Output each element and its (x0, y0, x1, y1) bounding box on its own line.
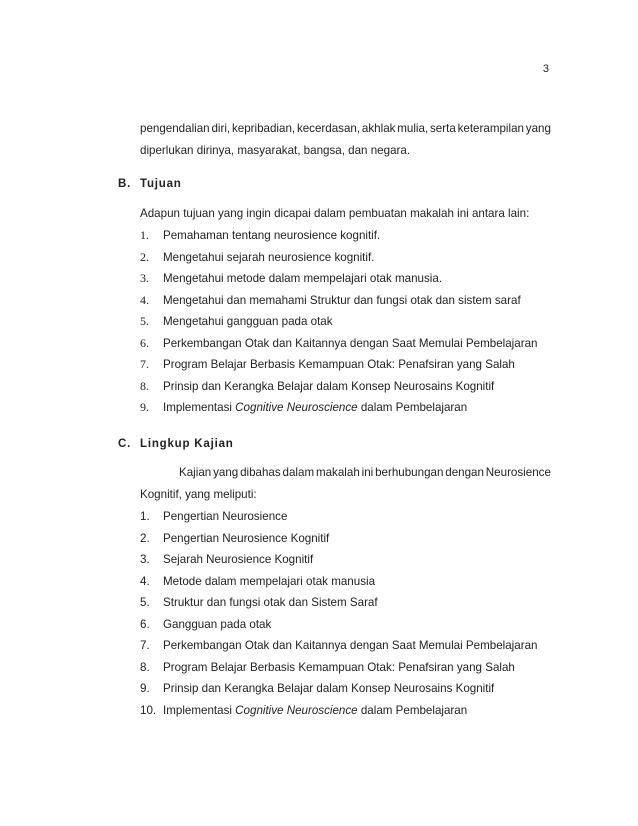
list-text-post: dalam Pembelajaran (357, 401, 468, 414)
list-number: 7. (140, 639, 150, 652)
list-text: Program Belajar Berbasis Kemampuan Otak: Penafsiran yang Salah (163, 660, 515, 674)
list-item (140, 528, 551, 550)
list-number: 6. (140, 617, 150, 631)
list-text (163, 700, 467, 722)
list-number: 10. (140, 703, 157, 717)
intro-word: yang (525, 122, 551, 135)
list-item (140, 700, 551, 722)
list-item (140, 268, 551, 290)
list-item (140, 311, 551, 333)
section-b-lead: Adapun tujuan yang ingin dicapai dalam pembuatan makalah ini antara lain: (140, 207, 530, 220)
goals-list (140, 225, 551, 419)
list-number: 3. (140, 271, 149, 285)
list-item (140, 354, 551, 376)
list-text: Gangguan pada otak (163, 617, 272, 631)
para-word: ini (361, 466, 374, 479)
list-text: Metode dalam mempelajari otak manusia (163, 574, 376, 588)
para-word: makalah (315, 466, 360, 479)
list-text: Perkembangan Otak dan Kaitannya dengan Saat Memulai Pembelajaran (163, 336, 538, 350)
section-c-title: Lingkup Kajian (140, 438, 234, 450)
list-item (140, 635, 551, 657)
section-b-letter: B. (118, 178, 132, 190)
list-text: Pengertian Neurosience (163, 510, 288, 523)
intro-word: mulia, (397, 122, 429, 135)
intro-word: kepribadian, (231, 122, 296, 135)
list-text: Prinsip dan Kerangka Belajar dalam Konsep Neurosains Kognitif (163, 682, 495, 695)
list-number: 4. (140, 292, 149, 307)
para-word: Kajian (179, 466, 212, 479)
scope-list (140, 506, 551, 721)
para-word: Neurosience (485, 466, 551, 479)
intro-word: akhlak (361, 122, 396, 135)
section-c-para-line-2: Kognitif, yang meliputi: (140, 488, 257, 501)
list-item (140, 376, 551, 398)
intro-paragraph (140, 118, 551, 162)
list-text-pre: Implementasi (163, 401, 236, 414)
list-item (140, 614, 551, 636)
list-number: 3. (140, 553, 150, 566)
intro-word: diri, (211, 122, 231, 135)
list-text: Perkembangan Otak dan Kaitannya dengan Saat Memulai Pembelajaran (163, 639, 538, 652)
list-text-italic: Cognitive Neuroscience (235, 703, 358, 717)
page-number: 3 (542, 63, 549, 75)
list-number: 9. (140, 400, 149, 414)
list-text: Sejarah Neurosience Kognitif (163, 553, 314, 566)
list-text-italic: Cognitive Neuroscience (235, 401, 358, 414)
list-text: Prinsip dan Kerangka Belajar dalam Konsep Neurosains Kognitif (163, 379, 495, 393)
intro-line-2: diperlukan dirinya, masyarakat, bangsa, dan negara. (140, 144, 411, 157)
list-number: 9. (140, 682, 150, 695)
list-item (140, 549, 551, 571)
list-text: Mengetahui dan memahami Struktur dan fungsi otak dan sistem saraf (163, 293, 521, 307)
list-item (140, 397, 551, 419)
list-text: Mengetahui metode dalam mempelajari otak manusia. (163, 272, 443, 285)
list-item (140, 592, 551, 614)
list-item (140, 678, 551, 700)
section-b-heading (118, 178, 182, 190)
list-number: 7. (140, 357, 149, 371)
list-text-post: dalam Pembelajaran (357, 703, 468, 717)
section-c-letter: C. (118, 438, 132, 450)
section-b-title: Tujuan (140, 178, 182, 190)
intro-word: kecerdasan, (296, 122, 361, 135)
list-text: Mengetahui sejarah neurosience kognitif. (163, 250, 375, 264)
list-number: 6. (140, 335, 149, 350)
list-text: Struktur dan fungsi otak dan Sistem Saraf (163, 596, 378, 609)
list-item (140, 657, 551, 679)
para-word: yang (213, 466, 239, 479)
section-c-heading (118, 438, 234, 450)
list-number: 2. (140, 249, 149, 264)
para-word: dalam (282, 466, 315, 479)
para-word: dengan (445, 466, 484, 479)
section-b-body (140, 203, 551, 419)
list-item (140, 290, 551, 312)
list-item (140, 247, 551, 269)
list-text: Pemahaman tentang neurosience kognitif. (163, 229, 381, 242)
list-number: 8. (140, 660, 150, 674)
list-number: 5. (140, 314, 149, 328)
intro-word: pengendalian (140, 122, 210, 135)
intro-word: keterampilan (457, 122, 524, 135)
list-text: Program Belajar Berbasis Kemampuan Otak: Penafsiran yang Salah (163, 358, 515, 371)
para-word: dibahas (240, 466, 281, 479)
list-number: 4. (140, 574, 150, 588)
para-word: berhubungan (375, 466, 444, 479)
list-item (140, 571, 551, 593)
list-number: 1. (140, 228, 149, 242)
list-number: 5. (140, 596, 150, 609)
list-item (140, 506, 551, 528)
section-c-para-line-1 (140, 462, 551, 484)
list-text-pre: Implementasi (163, 703, 236, 717)
intro-line-1 (140, 118, 551, 140)
list-number: 2. (140, 531, 150, 545)
list-number: 1. (140, 510, 150, 523)
list-item (140, 225, 551, 247)
list-text (163, 397, 467, 419)
list-text: Pengertian Neurosience Kognitif (163, 531, 330, 545)
list-item (140, 333, 551, 355)
list-number: 8. (140, 378, 149, 393)
section-c-body (140, 462, 551, 721)
list-text: Mengetahui gangguan pada otak (163, 315, 333, 328)
intro-word: serta (430, 122, 456, 135)
